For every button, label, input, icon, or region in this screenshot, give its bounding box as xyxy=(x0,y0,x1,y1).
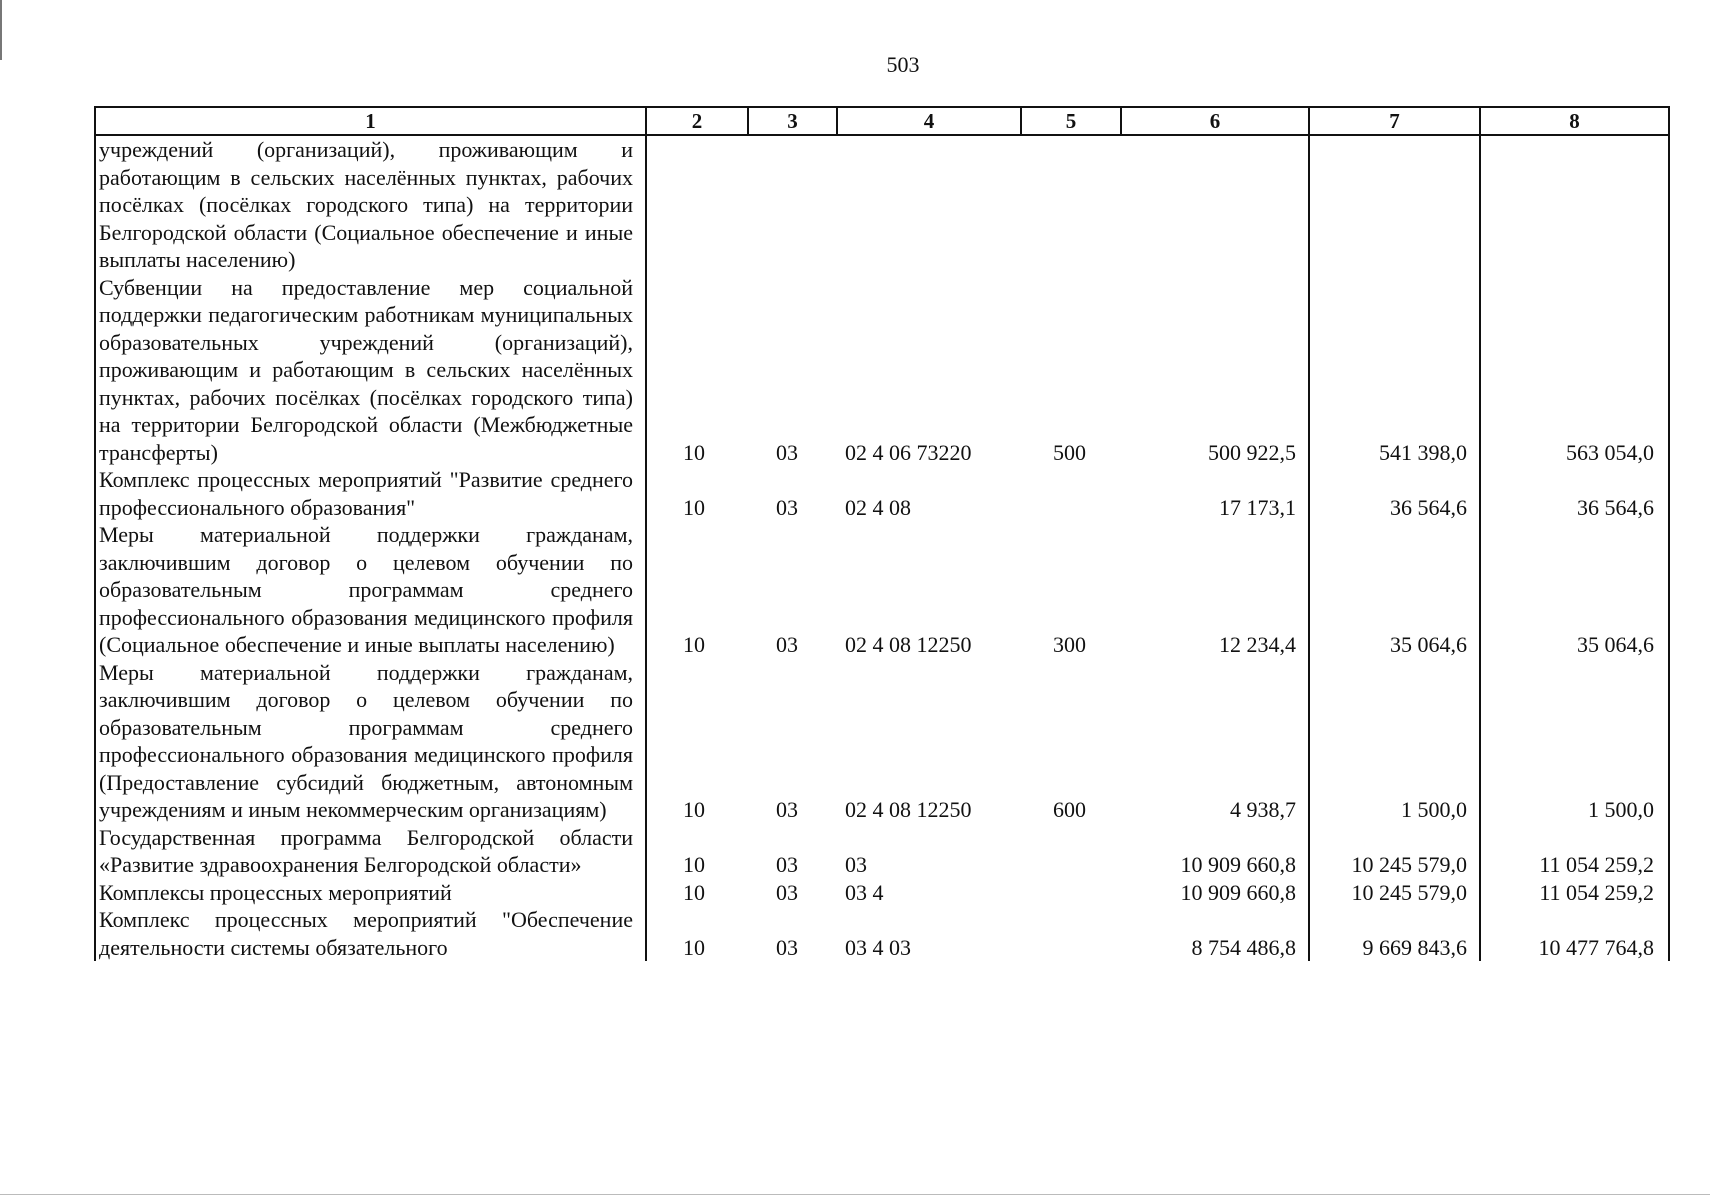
column-header-4: 4 xyxy=(837,107,1021,135)
cell-expense-type xyxy=(1021,879,1121,907)
cell-expense-type: 300 xyxy=(1053,632,1086,657)
cell-amount-7: 35 064,6 xyxy=(1309,521,1480,659)
cell-target-code: 02 4 06 73220 xyxy=(845,439,972,465)
column-header-2: 2 xyxy=(646,107,748,135)
row-description: Комплексы процессных мероприятий xyxy=(95,879,646,907)
row-description: Меры материальной поддержки гражданам, заключившим договор о целевом обучении по образовательным программам среднего профессионального образования медицинского профиля (Предоставление субсидий бюджетным, автономным учреждениям и иным некоммерческим организациям) xyxy=(95,659,646,824)
cell-amount-6: 4 938,7 xyxy=(1121,659,1309,824)
column-header-1: 1 xyxy=(95,107,646,135)
cell-target-code: 02 4 08 12250 xyxy=(845,797,972,822)
cell-amount-6: 12 234,4 xyxy=(1121,521,1309,659)
cell-amount-8: 563 054,0 xyxy=(1480,274,1669,467)
cell-amount-8: 11 054 259,2 xyxy=(1480,879,1669,907)
cell-amount-8: 11 054 259,2 xyxy=(1480,824,1669,879)
column-header-3: 3 xyxy=(748,107,837,135)
cell-amount-7: 10 245 579,0 xyxy=(1309,879,1480,907)
cell-amount-6: 10 909 660,8 xyxy=(1121,879,1309,907)
cell-target-code: 03 4 xyxy=(845,879,884,905)
page-edge-left xyxy=(0,0,2,60)
row-description: Комплекс процессных мероприятий "Развитие среднего профессионального образования" xyxy=(95,466,646,521)
row-description: Комплекс процессных мероприятий "Обеспечение деятельности системы обязательного xyxy=(95,906,646,961)
cell-target-code: 03 4 03 xyxy=(845,934,911,960)
cell-amount-8: 10 477 764,8 xyxy=(1480,906,1669,961)
cell-subsection: 03 xyxy=(776,494,798,520)
table-row xyxy=(95,659,1669,824)
cell-target-code: 02 4 08 xyxy=(845,494,911,520)
cell-amount-7: 1 500,0 xyxy=(1309,659,1480,824)
cell-subsection: 03 xyxy=(776,797,798,822)
cell-subsection: 03 xyxy=(776,439,798,465)
cell-amount-8 xyxy=(1480,135,1669,274)
cell-expense-type xyxy=(1021,824,1121,879)
cell-subsection: 03 xyxy=(776,852,798,877)
cell-amount-6: 8 754 486,8 xyxy=(1121,906,1309,961)
cell-section: 10 xyxy=(683,879,705,905)
cell-expense-type xyxy=(1021,906,1121,961)
cell-amount-6: 500 922,5 xyxy=(1121,274,1309,467)
cell-amount-6: 10 909 660,8 xyxy=(1121,824,1309,879)
cell-expense-type xyxy=(1021,135,1121,274)
cell-section xyxy=(646,135,748,274)
cell-amount-8: 36 564,6 xyxy=(1480,466,1669,521)
cell-section: 10 xyxy=(683,797,705,822)
row-description: учреждений (организаций), проживающим и работающим в сельских населённых пунктах, рабочих посёлках (посёлках городского типа) на территории Белгородской области (Социальное обеспечение и иные выплаты населению) xyxy=(95,135,646,274)
cell-amount-6: 17 173,1 xyxy=(1121,466,1309,521)
cell-target-code: 02 4 08 12250 xyxy=(845,632,972,657)
cell-section: 10 xyxy=(683,632,705,657)
cell-amount-7: 541 398,0 xyxy=(1309,274,1480,467)
cell-subsection: 03 xyxy=(776,632,798,657)
cell-section: 10 xyxy=(683,439,705,465)
cell-amount-8: 1 500,0 xyxy=(1480,659,1669,824)
table-row xyxy=(95,274,1669,467)
cell-amount-7: 9 669 843,6 xyxy=(1309,906,1480,961)
cell-amount-7 xyxy=(1309,135,1480,274)
cell-amount-7: 10 245 579,0 xyxy=(1309,824,1480,879)
budget-table xyxy=(94,106,1670,961)
cell-amount-7: 36 564,6 xyxy=(1309,466,1480,521)
cell-section: 10 xyxy=(683,852,705,877)
table-row xyxy=(95,906,1669,961)
table-row xyxy=(95,824,1669,879)
column-header-5: 5 xyxy=(1021,107,1121,135)
cell-target-code xyxy=(837,135,1021,274)
table-row xyxy=(95,879,1669,907)
row-description: Меры материальной поддержки гражданам, заключившим договор о целевом обучении по образовательным программам среднего профессионального образования медицинского профиля (Социальное обеспечение и иные выплаты населению) xyxy=(95,521,646,659)
cell-subsection xyxy=(748,135,837,274)
table-row xyxy=(95,135,1669,274)
cell-target-code: 03 xyxy=(845,852,867,877)
cell-amount-6 xyxy=(1121,135,1309,274)
cell-amount-8: 35 064,6 xyxy=(1480,521,1669,659)
cell-expense-type: 500 xyxy=(1053,439,1086,465)
table-row xyxy=(95,521,1669,659)
cell-section: 10 xyxy=(683,494,705,520)
table-row xyxy=(95,466,1669,521)
cell-section: 10 xyxy=(683,934,705,960)
table-header-row xyxy=(95,107,1669,135)
cell-expense-type: 600 xyxy=(1053,797,1086,822)
page-number: 503 xyxy=(886,52,920,77)
cell-expense-type xyxy=(1021,466,1121,521)
page-edge-bottom xyxy=(0,1194,1710,1195)
row-description: Государственная программа Белгородской области «Развитие здравоохранения Белгородской области» xyxy=(95,824,646,879)
column-header-7: 7 xyxy=(1309,107,1480,135)
column-header-8: 8 xyxy=(1480,107,1669,135)
column-header-6: 6 xyxy=(1121,107,1309,135)
row-description: Субвенции на предоставление мер социальной поддержки педагогическим работникам муниципальных образовательных учреждений (организаций), проживающим и работающим в сельских населённых пунктах, рабочих посёлках (посёлках городского типа) на территории Белгородской области (Межбюджетные трансферты) xyxy=(95,274,646,467)
cell-subsection: 03 xyxy=(776,879,798,905)
cell-subsection: 03 xyxy=(776,934,798,960)
